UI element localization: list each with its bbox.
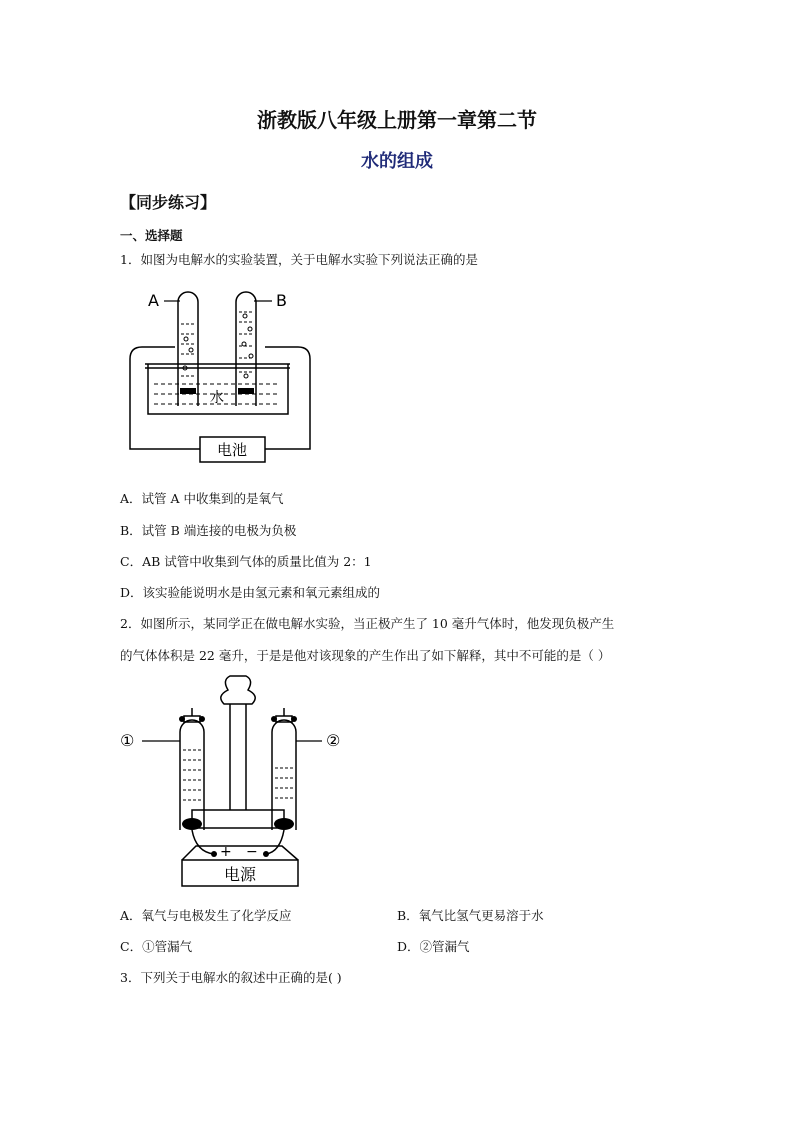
question-1-option-d: D．该实验能说明水是由氢元素和氧元素组成的 [120,585,381,600]
water-label: 水 [210,390,224,406]
battery-label: 电池 [216,441,248,459]
electrolysis-figure-1 [120,284,320,470]
tube-1-label: ① [120,731,135,750]
electrolysis-figure-2 [120,672,360,890]
question-2-option-a: A．氧气与电极发生了化学反应 [120,908,292,923]
power-supply-label: 电源 [223,865,257,884]
section-heading: 【同步练习】 [120,193,217,212]
question-1-option-b: B．试管 B 端连接的电极为负极 [120,523,297,538]
document-subtitle: 水的组成 [361,151,433,172]
question-2-stem-line-2: 的气体体积是 22 毫升，于是是他对该现象的产生作出了如下解释，其中不可能的是（ ） [120,648,611,663]
document-title: 浙教版八年级上册第一章第二节 [257,108,537,132]
question-1-option-c: C．AB 试管中收集到气体的质量比值为 2：1 [120,554,372,569]
question-3-stem: 3．下列关于电解水的叙述中正确的是( ) [120,970,342,985]
question-2-option-d: D．②管漏气 [397,939,470,954]
minus-sign: − [246,844,258,860]
tube-a-label: A [148,291,159,310]
question-1-stem: 1．如图为电解水的实验装置，关于电解水实验下列说法正确的是 [120,252,478,267]
plus-sign: + [220,844,232,860]
tube-b-label: B [276,291,287,310]
question-2-option-c: C．①管漏气 [120,939,193,954]
question-2-stem-line-1: 2．如图所示，某同学正在做电解水实验，当正极产生了 10 毫升气体时，他发现负极产生 [120,616,615,631]
question-2-option-b: B．氧气比氢气更易溶于水 [397,908,544,923]
tube-2-label: ② [326,731,341,750]
question-1-option-a: A．试管 A 中收集到的是氧气 [120,491,284,506]
part-heading: 一、选择题 [120,228,183,243]
